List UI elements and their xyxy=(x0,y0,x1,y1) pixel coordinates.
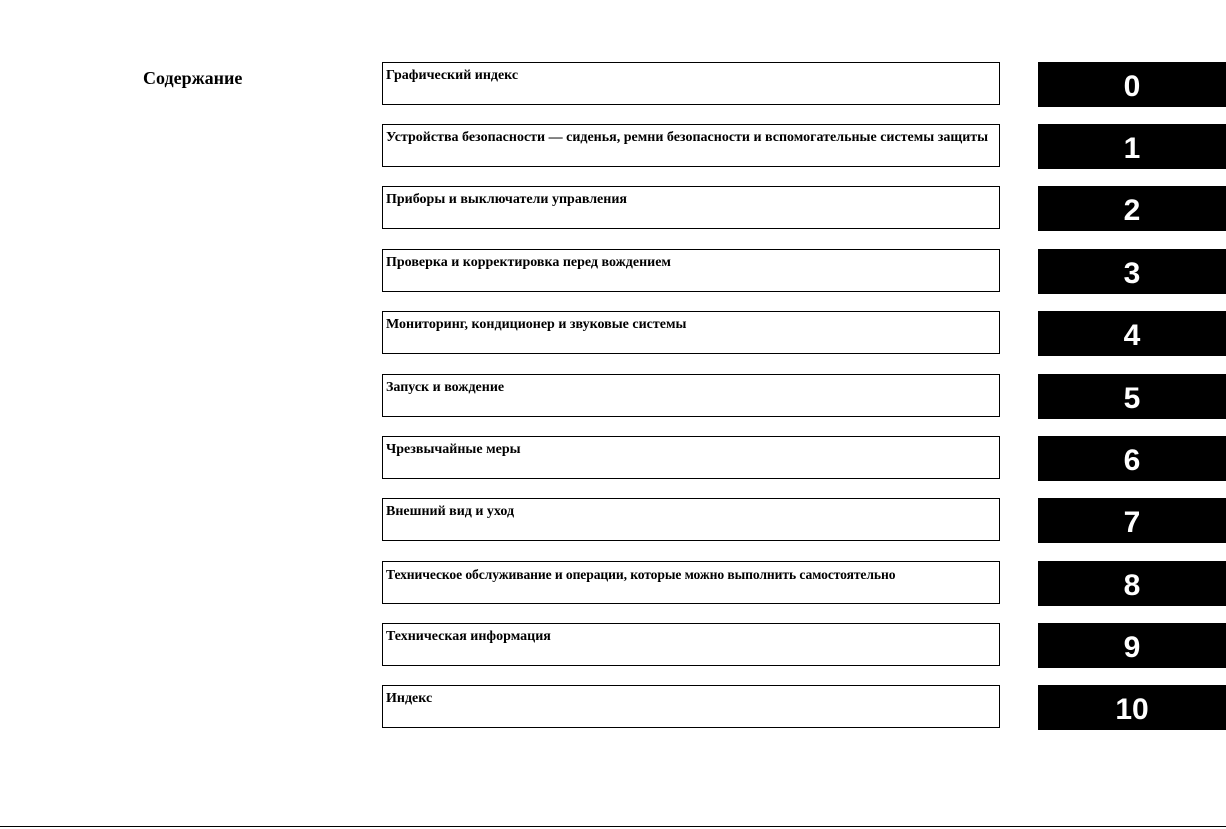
chapter-tab-10[interactable] xyxy=(1038,685,1226,730)
toc-entry-label: Запуск и вождение xyxy=(386,380,505,395)
toc-entry-4[interactable] xyxy=(382,311,1000,354)
toc-row-9 xyxy=(382,623,1226,669)
toc-entry-label: Приборы и выключатели управления xyxy=(386,192,627,207)
toc-entry-5[interactable] xyxy=(382,374,1000,417)
toc-entry-9[interactable] xyxy=(382,623,1000,666)
toc-row-6 xyxy=(382,436,1226,482)
toc-entry-2[interactable] xyxy=(382,186,1000,229)
toc-entry-label: Устройства безопасности — сиденья, ремни безопасности и вспомогательные системы защиты xyxy=(386,130,989,145)
toc-entry-3[interactable] xyxy=(382,249,1000,292)
toc-row-4 xyxy=(382,311,1226,357)
chapter-tab-1[interactable] xyxy=(1038,124,1226,169)
bottom-divider xyxy=(0,826,1226,827)
toc-row-7 xyxy=(382,498,1226,544)
toc-row-10 xyxy=(382,685,1226,731)
toc-row-8 xyxy=(382,561,1226,607)
toc-entry-label: Техническое обслуживание и операции, которые можно выполнить самостоятельно xyxy=(386,567,896,582)
toc-entry-label: Мониторинг, кондиционер и звуковые системы xyxy=(386,317,687,332)
toc-entry-10[interactable] xyxy=(382,685,1000,728)
chapter-tab-number: 6 xyxy=(1123,444,1141,477)
chapter-tab-8[interactable] xyxy=(1038,561,1226,606)
chapter-tab-number: 0 xyxy=(1123,70,1141,103)
toc-entry-label: Проверка и корректировка перед вождением xyxy=(386,255,671,270)
toc-entry-7[interactable] xyxy=(382,498,1000,541)
chapter-tab-number: 7 xyxy=(1123,506,1141,539)
toc-entry-label: Техническая информация xyxy=(386,629,551,644)
chapter-tab-4[interactable] xyxy=(1038,311,1226,356)
chapter-tab-number: 3 xyxy=(1123,257,1141,290)
toc-entry-label: Графический индекс xyxy=(386,68,519,83)
toc-entry-8[interactable] xyxy=(382,561,1000,604)
toc-entry-label: Внешний вид и уход xyxy=(386,504,515,519)
chapter-tab-number: 10 xyxy=(1115,693,1149,726)
chapter-tab-7[interactable] xyxy=(1038,498,1226,543)
chapter-tab-number: 4 xyxy=(1123,319,1141,352)
toc-entry-label: Чрезвычайные меры xyxy=(386,442,521,457)
chapter-tab-2[interactable] xyxy=(1038,186,1226,231)
toc-row-5 xyxy=(382,374,1226,420)
chapter-tab-number: 1 xyxy=(1123,132,1141,165)
toc-entry-1[interactable] xyxy=(382,124,1000,167)
chapter-tab-6[interactable] xyxy=(1038,436,1226,481)
toc-row-2 xyxy=(382,186,1226,232)
toc-entry-6[interactable] xyxy=(382,436,1000,479)
toc-entry-0[interactable] xyxy=(382,62,1000,105)
chapter-tab-number: 5 xyxy=(1123,382,1141,415)
chapter-tab-5[interactable] xyxy=(1038,374,1226,419)
chapter-tab-number: 9 xyxy=(1123,631,1141,664)
page-title: Содержание xyxy=(143,68,243,88)
chapter-tab-3[interactable] xyxy=(1038,249,1226,294)
toc-row-3 xyxy=(382,249,1226,295)
toc-entry-label: Индекс xyxy=(386,691,433,706)
toc-row-0 xyxy=(382,62,1226,108)
toc-row-1 xyxy=(382,124,1226,170)
chapter-tab-9[interactable] xyxy=(1038,623,1226,668)
chapter-tab-number: 8 xyxy=(1123,569,1141,602)
chapter-tab-0[interactable] xyxy=(1038,62,1226,107)
chapter-tab-number: 2 xyxy=(1123,194,1141,227)
